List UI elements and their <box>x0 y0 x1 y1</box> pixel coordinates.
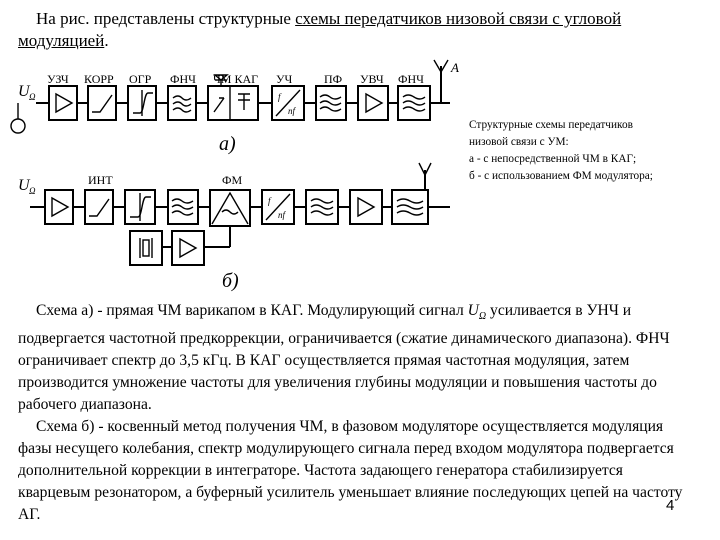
intro-text-part: На рис. представлены структурные <box>36 9 296 28</box>
caption-line: б - с использованием ФМ модулятора; <box>469 170 653 182</box>
label-ogr: ОГР <box>129 72 152 86</box>
fnch-block <box>168 86 196 120</box>
microphone-icon <box>11 119 25 133</box>
paragraph-scheme-a <box>18 300 698 416</box>
quartz-generator-block <box>130 231 162 265</box>
uvch-block-b <box>350 190 382 224</box>
caption-line: низовой связи с УМ: <box>469 136 569 148</box>
intro-underlined-text: схемы передатчиков низовой связи с угловой модуляцией <box>18 9 622 50</box>
uvch-block <box>358 86 388 120</box>
label-fnch: ФНЧ <box>170 72 196 86</box>
figure-letter-a: а) <box>219 133 236 155</box>
svg-text:f: f <box>278 92 281 102</box>
label-uch: УЧ <box>276 72 293 86</box>
signal-symbol-sub: Ω <box>478 311 487 323</box>
svg-text:f: f <box>268 196 271 206</box>
antenna-label: A <box>451 60 459 75</box>
paragraph-a-start: Схема а) - прямая ЧМ варикапом в КАГ. Модулирующий сигнал <box>36 302 468 319</box>
fm-block <box>210 190 250 226</box>
paragraph-scheme-b: Схема б) - косвенный метод получения ЧМ, в фазовом модуляторе осуществляется модуляция фазы несущего колебания, спектр модулирующего сигнала перед входом модулятора подвергается дополнительной коррекции в интеграторе. Частота задающего генератора стабилизируется кварцевым резонатором, а буферный усилитель уменьшает влияние последующих цепей на частоту АГ. <box>18 418 683 524</box>
korr-block-b <box>85 190 113 224</box>
paragraph-a-end: усиливается в УНЧ и подвергается частотной предкоррекции, ограничивается (сжатие динамического диапазона). ФНЧ ограничивает спектр до 3,5 кГц. В КАГ осуществляется прямая частотная модуляция, затем производится умножение частоты для увеличения глубины модуляции и повышения частоты до рабочего диапазона. <box>18 302 670 414</box>
buffer-amplifier-block <box>172 231 204 265</box>
input-label-b: U <box>18 177 30 194</box>
chm-kag-block <box>208 86 258 120</box>
body-text <box>18 300 698 526</box>
diagram-a <box>11 60 459 133</box>
varicap-icon <box>215 75 227 80</box>
label-int: ИНТ <box>88 173 113 187</box>
svg-text:nf: nf <box>278 210 286 220</box>
signal-symbol: U <box>467 302 479 319</box>
input-label-a: U <box>18 83 30 100</box>
diagram-b <box>18 163 450 265</box>
input-sub-a: Ω <box>29 92 36 102</box>
caption-line: а - с непосредственной ЧМ в КАГ; <box>469 153 637 165</box>
label-fm: ФМ <box>222 173 243 187</box>
figure-caption <box>469 117 717 185</box>
label-pf: ПФ <box>324 72 343 86</box>
label-uzch: УЗЧ <box>47 72 69 86</box>
page-number: 4 <box>666 497 675 514</box>
intro-text-end: . <box>104 31 109 50</box>
figure-letter-b: б) <box>222 270 239 292</box>
label-chm-kag: ЧМ КАГ <box>213 72 259 86</box>
label-fnch-out: ФНЧ <box>398 72 424 86</box>
label-uvch: УВЧ <box>360 72 384 86</box>
svg-text:nf: nf <box>288 106 296 116</box>
label-korr: КОРР <box>84 72 114 86</box>
input-sub-b: Ω <box>29 186 36 196</box>
korr-block <box>88 86 116 120</box>
caption-line: Структурные схемы передатчиков <box>469 119 633 131</box>
